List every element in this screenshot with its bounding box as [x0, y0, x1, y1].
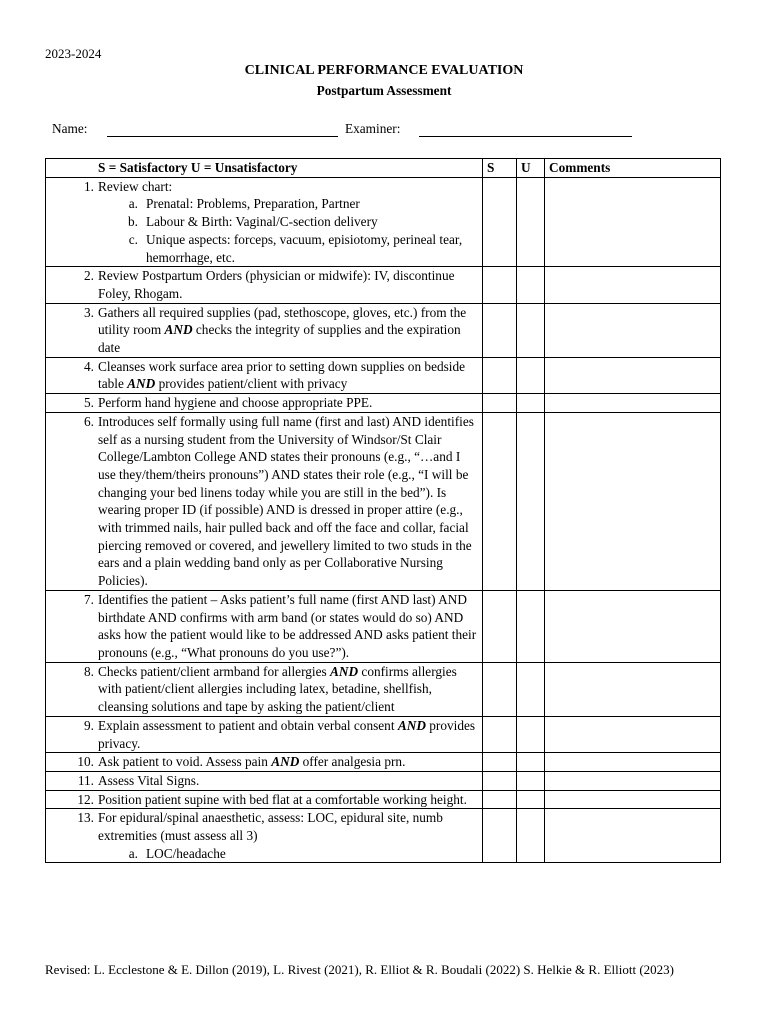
u-cell[interactable]: [517, 590, 545, 662]
table-row: [46, 790, 721, 809]
emphasis-and: AND: [164, 322, 193, 338]
sub-item-letter: a.: [128, 845, 138, 861]
criteria-text-part: offer analgesia prn.: [302, 754, 406, 770]
criteria-number: 4.: [84, 358, 94, 374]
criteria-item: [46, 304, 478, 357]
s-cell[interactable]: [483, 771, 517, 790]
criteria-cell: [46, 590, 483, 662]
sub-item-letter: a.: [128, 196, 138, 212]
emphasis-and: AND: [397, 717, 426, 733]
criteria-text: Identifies the patient – Asks patient’s full name (first AND last) AND birthdate AND confirms with arm band (or states would do so) AND asks how the patient would like to be addressed AND asks patient their pronouns (e.g., “What pronouns do you use?”).: [98, 591, 477, 660]
criteria-header: S = Satisfactory U = Unsatisfactory: [46, 159, 483, 178]
page-subtitle: Postpartum Assessment: [316, 83, 452, 98]
criteria-text-part: provides patient/client with privacy: [158, 376, 348, 392]
table-row: [46, 753, 721, 772]
criteria-text: Review chart:: [98, 178, 173, 194]
criteria-text-part: checks the integrity of supplies and the expiration date: [98, 322, 461, 356]
u-cell[interactable]: [517, 177, 545, 267]
table-row: [46, 590, 721, 662]
sub-item-letter: b.: [128, 214, 138, 230]
table-row: [46, 267, 721, 303]
criteria-item: [46, 772, 478, 790]
table-header-row: [46, 159, 721, 178]
criteria-text: [98, 753, 478, 771]
criteria-text: Assess Vital Signs.: [98, 772, 200, 788]
criteria-number: 7.: [84, 591, 94, 607]
sub-item: [46, 213, 478, 231]
criteria-cell: [46, 177, 483, 267]
comments-cell[interactable]: [545, 412, 721, 590]
criteria-text: [98, 358, 478, 393]
u-cell[interactable]: [517, 809, 545, 863]
criteria-text: Perform hand hygiene and choose appropriate PPE.: [98, 395, 373, 411]
comments-cell[interactable]: [545, 303, 721, 357]
criteria-item: [46, 413, 478, 590]
comments-cell[interactable]: [545, 753, 721, 772]
emphasis-and: AND: [271, 754, 300, 770]
criteria-text: [98, 663, 478, 716]
s-cell[interactable]: [483, 809, 517, 863]
criteria-item: [46, 809, 478, 844]
u-cell[interactable]: [517, 716, 545, 752]
criteria-item: [46, 591, 478, 662]
s-cell[interactable]: [483, 412, 517, 590]
u-cell[interactable]: [517, 357, 545, 393]
s-cell[interactable]: [483, 753, 517, 772]
examiner-field[interactable]: [419, 136, 632, 137]
comments-cell[interactable]: [545, 771, 721, 790]
criteria-item: [46, 267, 478, 302]
comments-cell[interactable]: [545, 809, 721, 863]
revision-footer: Revised: L. Ecclestone & E. Dillon (2019), L. Rivest (2021), R. Elliot & R. Boudali (2022) S. Helkie & R. Elliott (2023): [45, 962, 674, 977]
s-cell[interactable]: [483, 357, 517, 393]
criteria-item: [46, 791, 478, 809]
s-cell[interactable]: [483, 177, 517, 267]
criteria-text: Position patient supine with bed flat at a comfortable working height.: [98, 791, 467, 807]
criteria-cell: [46, 753, 483, 772]
u-cell[interactable]: [517, 303, 545, 357]
criteria-number: 10.: [77, 754, 94, 770]
criteria-cell: [46, 394, 483, 413]
s-cell[interactable]: [483, 303, 517, 357]
u-cell[interactable]: [517, 394, 545, 413]
criteria-text: [98, 304, 478, 357]
comments-header: Comments: [545, 159, 721, 178]
criteria-cell: [46, 267, 483, 303]
evaluation-table: [45, 158, 721, 863]
u-cell[interactable]: [517, 412, 545, 590]
criteria-item: [46, 358, 478, 393]
sub-item: [46, 231, 478, 266]
criteria-cell: [46, 662, 483, 716]
s-cell[interactable]: [483, 267, 517, 303]
criteria-cell: [46, 357, 483, 393]
s-cell[interactable]: [483, 790, 517, 809]
criteria-number: 1.: [84, 178, 94, 194]
criteria-cell: [46, 412, 483, 590]
criteria-text-part: Explain assessment to patient and obtain verbal consent: [98, 717, 395, 733]
examiner-label: Examiner:: [345, 121, 401, 136]
sub-item-text: Prenatal: Problems, Preparation, Partner: [146, 196, 360, 212]
criteria-number: 12.: [77, 791, 94, 807]
sub-item-text: LOC/headache: [146, 845, 226, 861]
s-cell[interactable]: [483, 716, 517, 752]
criteria-text-part: Gathers all required supplies (pad, stethoscope, gloves, etc.) from the utility room: [98, 304, 467, 338]
criteria-cell: [46, 303, 483, 357]
u-cell[interactable]: [517, 771, 545, 790]
criteria-text: [98, 717, 478, 752]
comments-cell[interactable]: [545, 662, 721, 716]
satisfactory-header: S: [483, 159, 517, 178]
sub-item-text: Labour & Birth: Vaginal/C-section delivery: [146, 214, 378, 230]
sub-item: [46, 195, 478, 213]
criteria-number: 9.: [84, 717, 94, 733]
sub-item: [46, 845, 478, 863]
criteria-item: [46, 663, 478, 716]
criteria-cell: [46, 790, 483, 809]
u-cell[interactable]: [517, 753, 545, 772]
table-row: [46, 809, 721, 863]
criteria-number: 11.: [77, 772, 94, 788]
u-cell[interactable]: [517, 267, 545, 303]
criteria-text: Review Postpartum Orders (physician or midwife): IV, discontinue Foley, Rhogam.: [98, 268, 455, 301]
table-row: [46, 771, 721, 790]
criteria-number: 2.: [84, 268, 94, 284]
comments-cell[interactable]: [545, 357, 721, 393]
sub-item-text: Unique aspects: forceps, vacuum, episiotomy, perineal tear, hemorrhage, etc.: [146, 231, 463, 265]
comments-cell[interactable]: [545, 267, 721, 303]
criteria-number: 3.: [84, 304, 94, 320]
criteria-text-part: provides privacy.: [98, 717, 476, 751]
criteria-text-part: Ask patient to void. Assess pain: [98, 754, 268, 770]
criteria-text-part: Checks patient/client armband for allergies: [98, 663, 327, 679]
criteria-number: 6.: [84, 413, 94, 429]
criteria-cell: [46, 716, 483, 752]
year-label: 2023-2024: [45, 46, 102, 61]
comments-cell[interactable]: [545, 790, 721, 809]
comments-cell[interactable]: [545, 177, 721, 267]
u-cell[interactable]: [517, 662, 545, 716]
u-cell[interactable]: [517, 790, 545, 809]
comments-cell[interactable]: [545, 716, 721, 752]
emphasis-and: AND: [330, 663, 359, 679]
table-row: [46, 662, 721, 716]
criteria-cell: [46, 809, 483, 863]
s-cell[interactable]: [483, 590, 517, 662]
criteria-text: For epidural/spinal anaesthetic, assess: LOC, epidural site, numb extremities (must assess all 3): [98, 810, 443, 844]
criteria-text: Introduces self formally using full name (first and last) AND identifies self as a nursing student from the University of Windsor/St Clair College/Lambton College AND states their pronouns (e.g., “…and I use they/them/theirs pronouns”) AND states their role (e.g., “I will be changing your bed linens today while you are still in the bed”). Is wearing proper ID (if possible) AND is dressed in proper attire (e.g., with trimmed nails, hair pulled back and off the face and collar, facial piercing removed or covered, and jewellery limited to two studs in the ears and a plain wedding band only as per Collaborative Nursing Policies).: [98, 413, 474, 589]
criteria-text-part: Cleanses work surface area prior to setting down supplies on bedside table: [98, 358, 466, 392]
criteria-cell: [46, 771, 483, 790]
criteria-item: [46, 753, 478, 771]
table-row: [46, 716, 721, 752]
criteria-number: 8.: [84, 663, 94, 679]
s-cell[interactable]: [483, 662, 517, 716]
criteria-number: 13.: [77, 810, 94, 826]
name-field[interactable]: [107, 136, 338, 137]
criteria-item: [46, 178, 478, 196]
criteria-item: [46, 394, 478, 412]
table-row: [46, 357, 721, 393]
s-cell[interactable]: [483, 394, 517, 413]
unsatisfactory-header: U: [517, 159, 545, 178]
table-row: [46, 394, 721, 413]
name-label: Name:: [52, 121, 88, 136]
comments-cell[interactable]: [545, 394, 721, 413]
sub-item-letter: c.: [128, 231, 138, 247]
table-row: [46, 412, 721, 590]
criteria-item: [46, 717, 478, 752]
table-row: [46, 177, 721, 267]
table-row: [46, 303, 721, 357]
criteria-text-part: confirms allergies with patient/client allergies including latex, betadine, shellfish, cleansing solutions and tape by asking the patient/client: [98, 663, 457, 715]
criteria-number: 5.: [84, 395, 94, 411]
comments-cell[interactable]: [545, 590, 721, 662]
emphasis-and: AND: [127, 376, 156, 392]
page-title: CLINICAL PERFORMANCE EVALUATION: [244, 63, 524, 78]
